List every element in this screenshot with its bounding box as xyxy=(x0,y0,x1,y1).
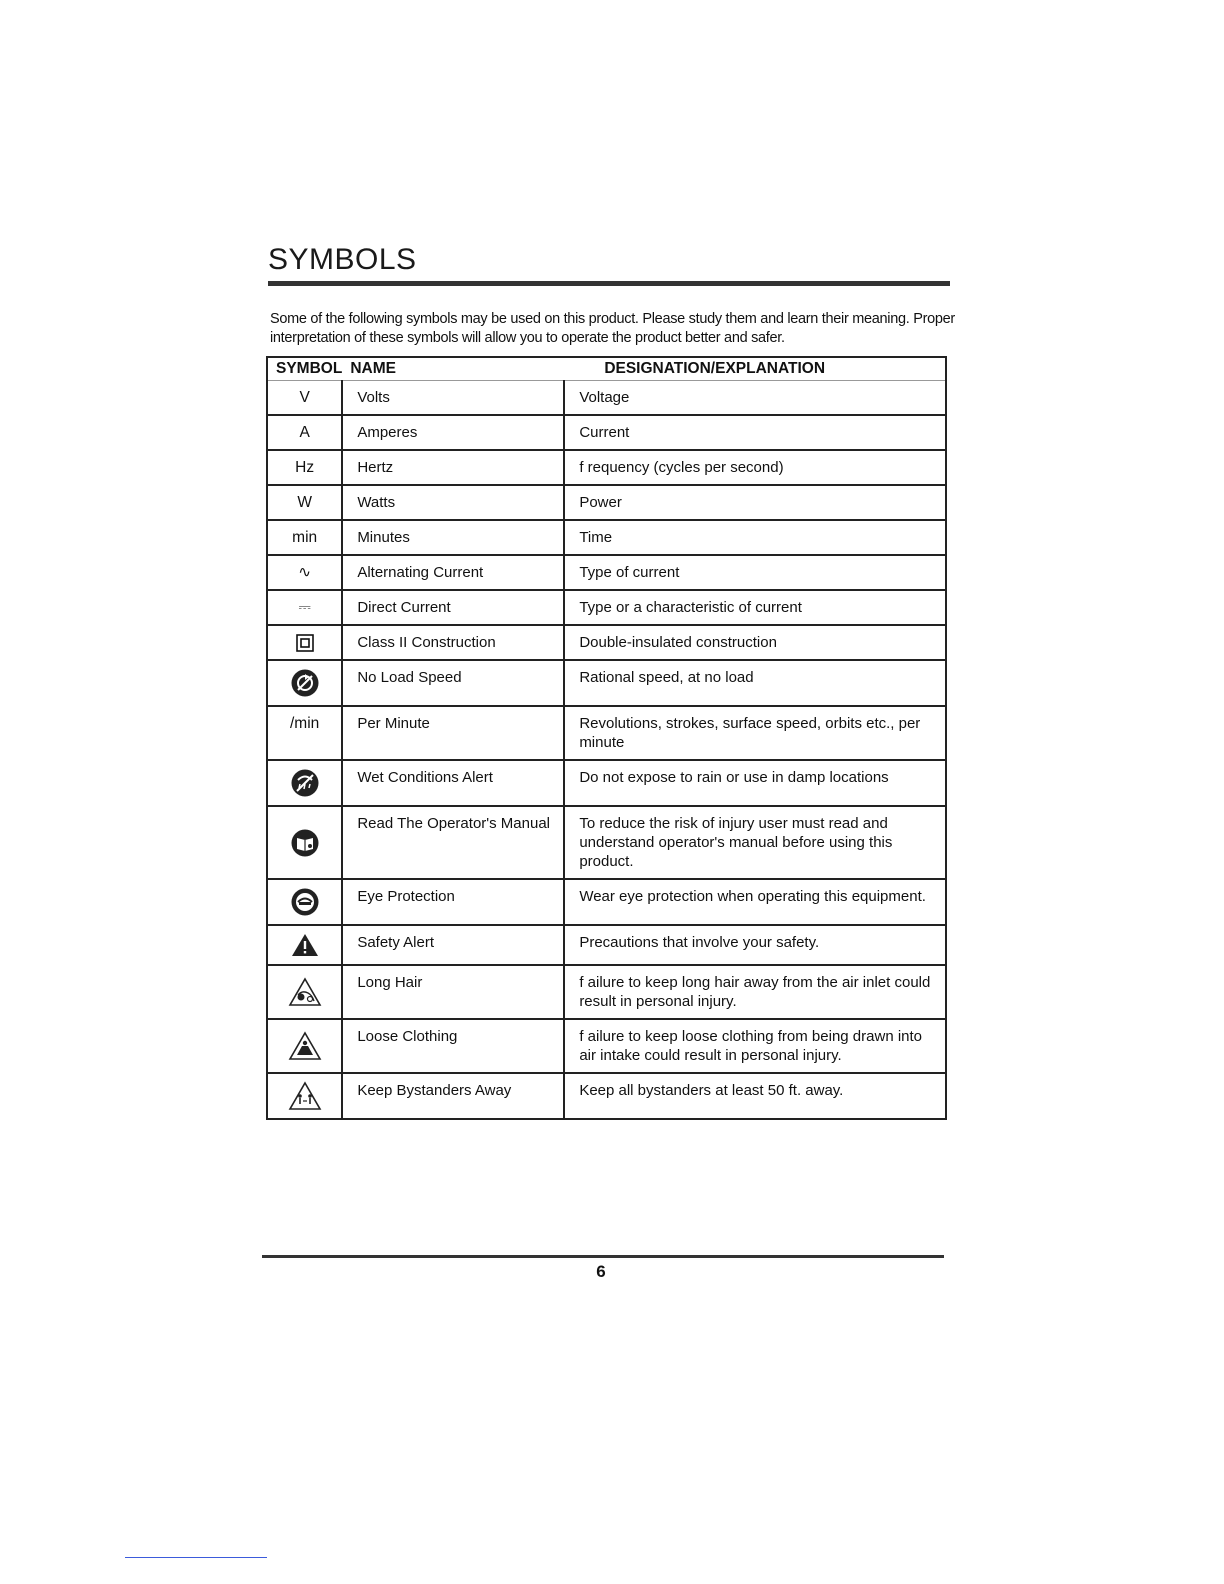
designation-cell: Rational speed, at no load xyxy=(564,660,946,706)
designation-cell: f requency (cycles per second) xyxy=(564,450,946,485)
table-row xyxy=(267,415,946,450)
name-cell: Volts xyxy=(342,381,564,416)
designation-cell: Power xyxy=(564,485,946,520)
table-row xyxy=(267,450,946,485)
header-symbol: SYMBOL xyxy=(267,357,342,381)
title-divider xyxy=(268,281,950,286)
page-number: 6 xyxy=(596,1262,606,1281)
name-cell: Wet Conditions Alert xyxy=(342,760,564,806)
symbol-cell: min xyxy=(267,520,342,555)
table-row xyxy=(267,625,946,660)
name-cell: Class II Construction xyxy=(342,625,564,660)
designation-cell: Type or a characteristic of current xyxy=(564,590,946,625)
symbol-cell: V xyxy=(299,389,310,406)
designation-cell: Precautions that involve your safety. xyxy=(564,925,946,965)
symbol-cell xyxy=(267,925,342,965)
table-row xyxy=(267,1073,946,1119)
name-cell: Direct Current xyxy=(342,590,564,625)
symbol-cell xyxy=(267,879,342,925)
table-row xyxy=(267,706,946,760)
name-cell: Eye Protection xyxy=(342,879,564,925)
designation-cell: Current xyxy=(564,415,946,450)
intro-paragraph: Some of the following symbols may be used on this product. Please study them and learn their meaning. Proper interpretation of these symbols will allow you to operate the product better and safer. xyxy=(270,311,955,346)
name-cell: Long Hair xyxy=(342,965,564,1019)
designation-cell: Time xyxy=(564,520,946,555)
symbol-cell: /min xyxy=(267,706,342,760)
designation-cell: Type of current xyxy=(564,555,946,590)
footer-divider xyxy=(262,1255,944,1258)
table-row xyxy=(267,555,946,590)
designation-cell: Keep all bystanders at least 50 ft. away. xyxy=(564,1073,946,1119)
alternating-current-symbol: ∿ xyxy=(267,555,342,590)
symbol-cell xyxy=(267,1019,342,1073)
designation-cell: Voltage xyxy=(564,381,946,416)
name-cell: Watts xyxy=(342,485,564,520)
symbol-cell xyxy=(267,1073,342,1119)
symbol-cell: W xyxy=(267,485,342,520)
symbol-cell xyxy=(267,760,342,806)
table-row xyxy=(267,965,946,1019)
table-row xyxy=(267,806,946,879)
direct-current-symbol: ⎓ xyxy=(267,590,342,625)
table-row xyxy=(267,381,946,416)
no-load-speed-icon xyxy=(290,668,320,698)
name-cell: Keep Bystanders Away xyxy=(342,1073,564,1119)
designation-cell: Double-insulated construction xyxy=(564,625,946,660)
name-cell: Read The Operator's Manual xyxy=(342,806,564,879)
designation-cell: Revolutions, strokes, surface speed, orbits etc., per minute xyxy=(564,706,946,760)
table-row xyxy=(267,520,946,555)
long-hair-warning-icon xyxy=(288,977,322,1007)
name-cell: No Load Speed xyxy=(342,660,564,706)
name-cell: Loose Clothing xyxy=(342,1019,564,1073)
wet-conditions-icon xyxy=(290,768,320,798)
read-manual-icon xyxy=(290,828,320,858)
name-cell: Amperes xyxy=(342,415,564,450)
name-cell: Minutes xyxy=(342,520,564,555)
class-ii-icon xyxy=(296,634,314,652)
table-row xyxy=(267,485,946,520)
bystanders-warning-icon xyxy=(288,1081,322,1111)
table-row xyxy=(267,660,946,706)
loose-clothing-warning-icon xyxy=(288,1031,322,1061)
table-row xyxy=(267,1019,946,1073)
designation-cell: f ailure to keep long hair away from the air inlet could result in personal injury. xyxy=(564,965,946,1019)
header-name: NAME xyxy=(342,357,564,381)
header-designation: DESIGNATION/EXPLANATION xyxy=(564,357,946,381)
name-cell: Per Minute xyxy=(342,706,564,760)
table-row xyxy=(267,760,946,806)
table-row xyxy=(267,925,946,965)
safety-alert-icon xyxy=(291,933,319,957)
name-cell: Hertz xyxy=(342,450,564,485)
scan-artifact-line xyxy=(125,1557,267,1558)
name-cell: Safety Alert xyxy=(342,925,564,965)
designation-cell: Wear eye protection when operating this equipment. xyxy=(564,879,946,925)
table-header-row xyxy=(267,357,946,381)
symbol-cell xyxy=(267,806,342,879)
symbol-cell xyxy=(267,660,342,706)
symbol-cell xyxy=(267,625,342,660)
name-cell: Alternating Current xyxy=(342,555,564,590)
table-row xyxy=(267,879,946,925)
eye-protection-icon xyxy=(290,887,320,917)
symbol-cell: Hz xyxy=(267,450,342,485)
table-row xyxy=(267,590,946,625)
symbol-cell xyxy=(267,965,342,1019)
designation-cell: f ailure to keep loose clothing from being drawn into air intake could result in personal injury. xyxy=(564,1019,946,1073)
symbol-cell: A xyxy=(267,415,342,450)
page-title: SYMBOLS xyxy=(268,243,417,276)
symbols-table xyxy=(266,356,947,1120)
designation-cell: To reduce the risk of injury user must read and understand operator's manual before using this product. xyxy=(564,806,946,879)
designation-cell: Do not expose to rain or use in damp locations xyxy=(564,760,946,806)
